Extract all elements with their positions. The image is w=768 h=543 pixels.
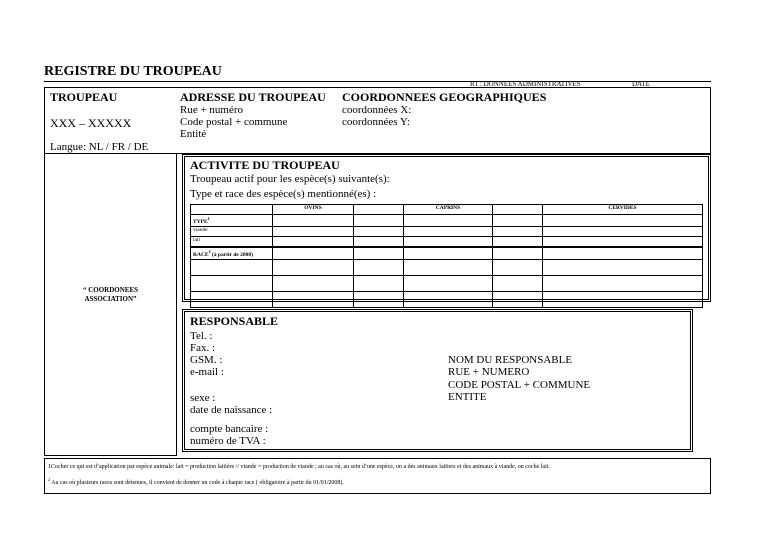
race-label-cell	[191, 247, 273, 259]
troupeau-heading: TROUPEAU	[50, 90, 118, 104]
race-cell[interactable]	[354, 275, 404, 291]
email-label: e-mail :	[190, 366, 224, 378]
table-row-race-entry	[191, 275, 703, 291]
coord-x-label: coordonnées X:	[342, 104, 412, 116]
coords-heading: COORDONNEES GEOGRAPHIQUES	[342, 90, 547, 104]
table-cell[interactable]	[493, 215, 543, 227]
row-label-viande: viande	[191, 226, 273, 236]
activity-line-2: Type et race des espèce(s) mentionné(es) :	[190, 188, 377, 200]
race-suffix: (à partir de 2008)	[210, 251, 253, 258]
date-label: DATE	[632, 80, 650, 88]
birthdate-label: date de naissance :	[190, 404, 273, 416]
table-header-cell	[354, 205, 404, 215]
race-cell[interactable]	[191, 291, 273, 307]
footnote-2	[48, 476, 708, 487]
table-header-row	[191, 205, 703, 215]
responsible-city: CODE POSTAL + COMMUNE	[448, 379, 591, 391]
race-cell[interactable]	[354, 291, 404, 307]
race-cell[interactable]	[273, 291, 354, 307]
checkbox-cell[interactable]	[404, 236, 493, 247]
footnote-1: 1Cocher ce qui est d’application par espèce animale: lait = production laitière // viande = production de viande ; au cas où, au sein d’une espèce, on a des animaux laitiers et des animaux à viande, on coche lait.	[48, 464, 550, 470]
table-cell[interactable]	[493, 247, 543, 259]
checkbox-cell[interactable]	[404, 226, 493, 236]
table-header-caprins: CAPRINS	[404, 205, 493, 215]
checkbox-cell[interactable]	[273, 236, 354, 247]
table-row-type	[191, 215, 703, 227]
table-row-lait	[191, 236, 703, 247]
association-line-2: ASSOCIATION”	[84, 295, 137, 303]
gsm-label: GSM. :	[190, 354, 223, 366]
address-heading: ADRESSE DU TROUPEAU	[180, 90, 326, 104]
table-cell[interactable]	[404, 215, 493, 227]
table-cell[interactable]	[273, 215, 354, 227]
responsible-heading: RESPONSABLE	[190, 314, 279, 328]
checkbox-cell[interactable]	[354, 226, 404, 236]
checkbox-cell[interactable]	[543, 236, 703, 247]
race-cell[interactable]	[493, 275, 543, 291]
race-cell[interactable]	[404, 259, 493, 275]
type-label-cell	[191, 215, 273, 227]
herd-number: XXX – XXXXX	[50, 116, 132, 130]
race-cell[interactable]	[493, 259, 543, 275]
table-header-cell	[493, 205, 543, 215]
checkbox-cell[interactable]	[273, 226, 354, 236]
tel-label: Tel. :	[190, 330, 213, 342]
association-box	[44, 154, 177, 456]
race-cell[interactable]	[354, 259, 404, 275]
fax-label: Fax. :	[190, 342, 216, 354]
responsible-entity: ENTITE	[448, 391, 487, 403]
type-label: TYPE	[193, 218, 208, 225]
footnote-2-text: Au cas où plusieurs races sont détenues, il convient de donner un code à chaque race ( obligatoire à partir du 01/01/2008).	[50, 480, 344, 486]
coord-y-label: coordonnées Y:	[342, 116, 410, 128]
checkbox-cell[interactable]	[493, 236, 543, 247]
activity-line-1: Troupeau actif pour les espèce(s) suivante(s):	[190, 173, 390, 185]
table-cell[interactable]	[273, 247, 354, 259]
bank-account-label: compte bancaire :	[190, 423, 269, 435]
association-line-1: “ COORDONEES	[82, 286, 139, 294]
sexe-label: sexe :	[190, 392, 216, 404]
table-header-ovins: OVINS	[273, 205, 354, 215]
table-cell[interactable]	[404, 247, 493, 259]
race-label: RACE	[193, 251, 209, 258]
race-cell[interactable]	[543, 259, 703, 275]
checkbox-cell[interactable]	[543, 226, 703, 236]
race-cell[interactable]	[404, 275, 493, 291]
table-cell[interactable]	[543, 215, 703, 227]
race-cell[interactable]	[543, 275, 703, 291]
table-cell[interactable]	[543, 247, 703, 259]
footnote-2-number: 2	[48, 477, 50, 482]
page-title: REGISTRE DU TROUPEAU	[44, 64, 222, 79]
race-cell[interactable]	[404, 291, 493, 307]
table-cell[interactable]	[354, 247, 404, 259]
address-line-street: Rue + numéro	[180, 104, 244, 116]
table-row-viande	[191, 226, 703, 236]
race-cell[interactable]	[191, 275, 273, 291]
title-divider	[44, 81, 711, 82]
table-row-race-entry	[191, 259, 703, 275]
row-label-lait: lait	[191, 236, 273, 247]
race-cell[interactable]	[273, 275, 354, 291]
address-line-city: Code postal + commune	[180, 116, 288, 128]
race-cell[interactable]	[493, 291, 543, 307]
vat-number-label: numéro de TVA :	[190, 435, 266, 447]
responsible-name: NOM DU RESPONSABLE	[448, 354, 573, 366]
table-header-cervides: CERVIDES	[543, 205, 703, 215]
association-label	[44, 286, 177, 304]
section-code: R1 : DONNEES ADMINISTRATIVES	[470, 80, 581, 88]
address-line-entity: Entité	[180, 128, 207, 140]
checkbox-cell[interactable]	[354, 236, 404, 247]
table-row-race	[191, 247, 703, 259]
race-footnote-ref: 2	[208, 248, 211, 254]
species-table	[190, 204, 703, 308]
language-label: Langue: NL / FR / DE	[50, 141, 149, 153]
table-cell[interactable]	[354, 215, 404, 227]
checkbox-cell[interactable]	[493, 226, 543, 236]
table-row-race-entry	[191, 291, 703, 307]
activity-heading: ACTIVITE DU TROUPEAU	[190, 158, 340, 172]
table-header-cell	[191, 205, 273, 215]
race-cell[interactable]	[543, 291, 703, 307]
race-cell[interactable]	[273, 259, 354, 275]
responsible-street: RUE + NUMERO	[448, 366, 530, 378]
type-footnote-ref: 1	[207, 216, 210, 221]
race-cell[interactable]	[191, 259, 273, 275]
